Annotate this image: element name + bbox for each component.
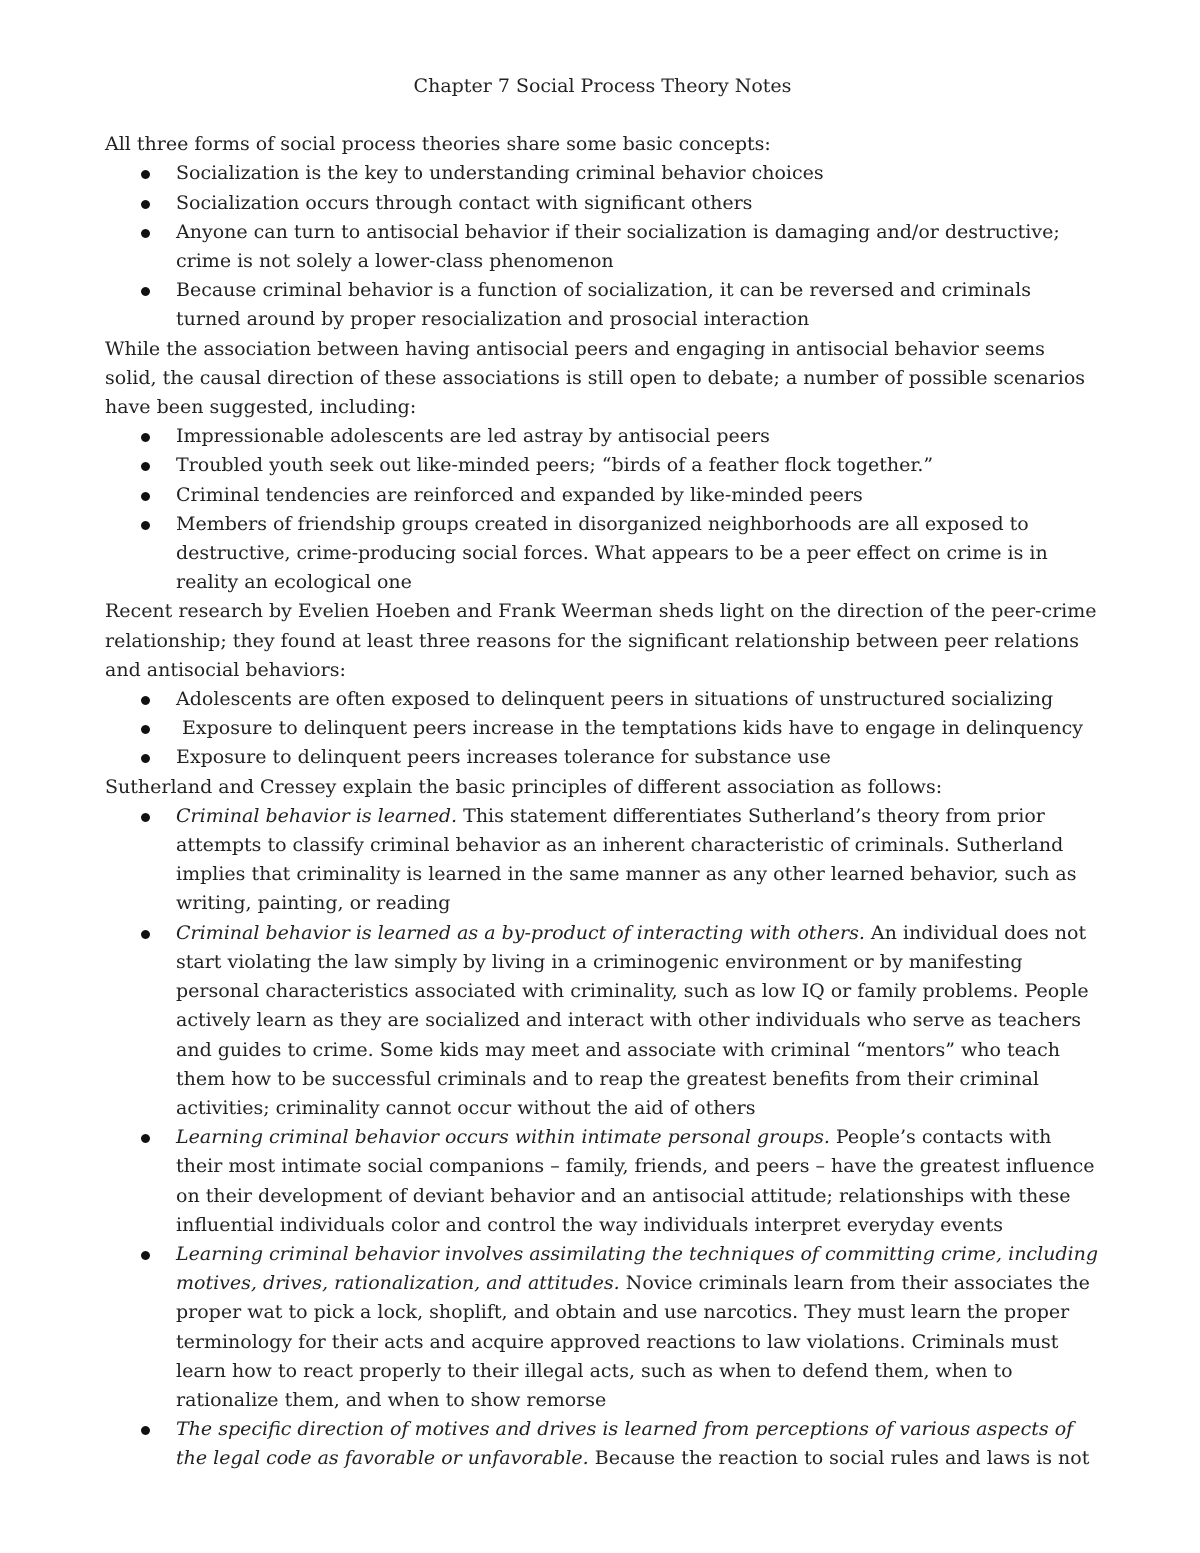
bullet-icon (141, 1426, 150, 1435)
list-item (105, 189, 1100, 218)
document-page (105, 72, 1100, 1474)
section-intro: While the association between having antisocial peers and engaging in antisocial behavior seems solid, the causal direction of these associations is still open to debate; a number of possible scenarios have been suggested, including: (105, 337, 1086, 419)
item-text: Socialization is the key to understanding criminal behavior choices (176, 162, 824, 185)
item-text: People’s contacts with their most intimate social companions – family, friends, and peers – have the greatest influence on their development of deviant behavior and an antisocial attitude; relationships with these influential individuals color and control the way individuals interpret everyday events (176, 1126, 1095, 1236)
list-item (105, 919, 1100, 1123)
bullet-icon (141, 930, 150, 939)
item-text: Exposure to delinquent peers increases tolerance for substance use (176, 746, 831, 769)
list-item (105, 1240, 1100, 1415)
list-item (105, 1123, 1100, 1240)
list-item (105, 1415, 1100, 1473)
bullet-list (105, 422, 1100, 597)
bullet-icon (141, 433, 150, 442)
bullet-icon (141, 170, 150, 179)
item-text: Because criminal behavior is a function of socialization, it can be reversed and criminals turned around by proper resocialization and prosocial interaction (176, 279, 1031, 331)
list-item (105, 159, 1100, 188)
bullet-icon (141, 287, 150, 296)
list-item (105, 685, 1100, 714)
bullet-icon (141, 1134, 150, 1143)
list-item (105, 422, 1100, 451)
bullet-list (105, 685, 1100, 773)
item-text: Because the reaction to social rules and laws is not (588, 1447, 1090, 1470)
bullet-icon (141, 696, 150, 705)
item-text: Adolescents are often exposed to delinquent peers in situations of unstructured socializing (176, 688, 1054, 711)
item-text: Novice criminals learn from their associates the proper wat to pick a lock, shoplift, and obtain and use narcotics. They must learn the proper terminology for their acts and acquire approved reactions to law violations. Criminals must learn how to react properly to their illegal acts, such as when to defend them, when to rationalize them, and when to show remorse (176, 1272, 1090, 1411)
bullet-icon (141, 521, 150, 530)
item-lead: The specific direction of motives and drives is learned from perceptions of various aspects of the legal code as favorable or unfavorable. (176, 1418, 1074, 1470)
bullet-icon (141, 200, 150, 209)
bullet-icon (141, 462, 150, 471)
item-text: Impressionable adolescents are led astray by antisocial peers (176, 425, 770, 448)
bullet-icon (141, 725, 150, 734)
item-text: Members of friendship groups created in disorganized neighborhoods are all exposed to destructive, crime-producing social forces. What appears to be a peer effect on crime is in reality an ecological one (176, 512, 1048, 594)
bullet-icon (141, 492, 150, 501)
bullet-icon (141, 1251, 150, 1260)
bullet-icon (141, 229, 150, 238)
item-text: Exposure to delinquent peers increase in the temptations kids have to engage in delinquency (176, 717, 1083, 740)
section-intro: Sutherland and Cressey explain the basic principles of different association as follows: (105, 775, 943, 798)
item-lead: Criminal behavior is learned. (176, 804, 458, 827)
list-item (105, 743, 1100, 772)
section-intro: All three forms of social process theories share some basic concepts: (105, 133, 771, 156)
item-lead: Learning criminal behavior occurs within intimate personal groups. (176, 1126, 830, 1149)
list-item (105, 714, 1100, 743)
item-text: Anyone can turn to antisocial behavior if their socialization is damaging and/or destructive; crime is not solely a lower-class phenomenon (176, 220, 1060, 273)
page-title: Chapter 7 Social Process Theory Notes (413, 75, 792, 97)
item-text: Troubled youth seek out like-minded peers; “birds of a feather flock together.” (176, 454, 934, 477)
item-lead: Criminal behavior is learned as a by-product of interacting with others. (176, 921, 865, 944)
list-item (105, 510, 1100, 598)
item-text: This statement differentiates Sutherland’s theory from prior attempts to classify criminal behavior as an inherent characteristic of criminals. Sutherland implies that criminality is learned in the same manner as any other learned behavior, such as writing, painting, or reading (176, 804, 1077, 915)
item-text: Socialization occurs through contact with significant others (176, 191, 753, 214)
item-lead: Learning criminal behavior involves assimilating the techniques of committing crime, including motives, drives, rationalization, and attitudes. (176, 1242, 1099, 1295)
bullet-icon (141, 754, 150, 763)
bullet-list (105, 159, 1100, 334)
list-item (105, 218, 1100, 276)
item-text: Criminal tendencies are reinforced and expanded by like-minded peers (176, 483, 863, 506)
list-item (105, 481, 1100, 510)
list-item (105, 451, 1100, 480)
list-item (105, 802, 1100, 919)
section-intro: Recent research by Evelien Hoeben and Frank Weerman sheds light on the direction of the peer-crime relationship; they found at least three reasons for the significant relationship between peer relations and antisocial behaviors: (105, 600, 1097, 681)
bullet-list (105, 802, 1100, 1474)
list-item (105, 276, 1100, 334)
bullet-icon (141, 813, 150, 822)
item-text: An individual does not start violating the law simply by living in a criminogenic environment or by manifesting personal characteristics associated with criminality, such as low IQ or family problems. People actively learn as they are socialized and interact with other individuals who serve as teachers and guides to crime. Some kids may meet and associate with criminal “mentors” who teach them how to be successful criminals and to reap the greatest benefits from their criminal activities; criminality cannot occur without the aid of others (176, 921, 1089, 1119)
